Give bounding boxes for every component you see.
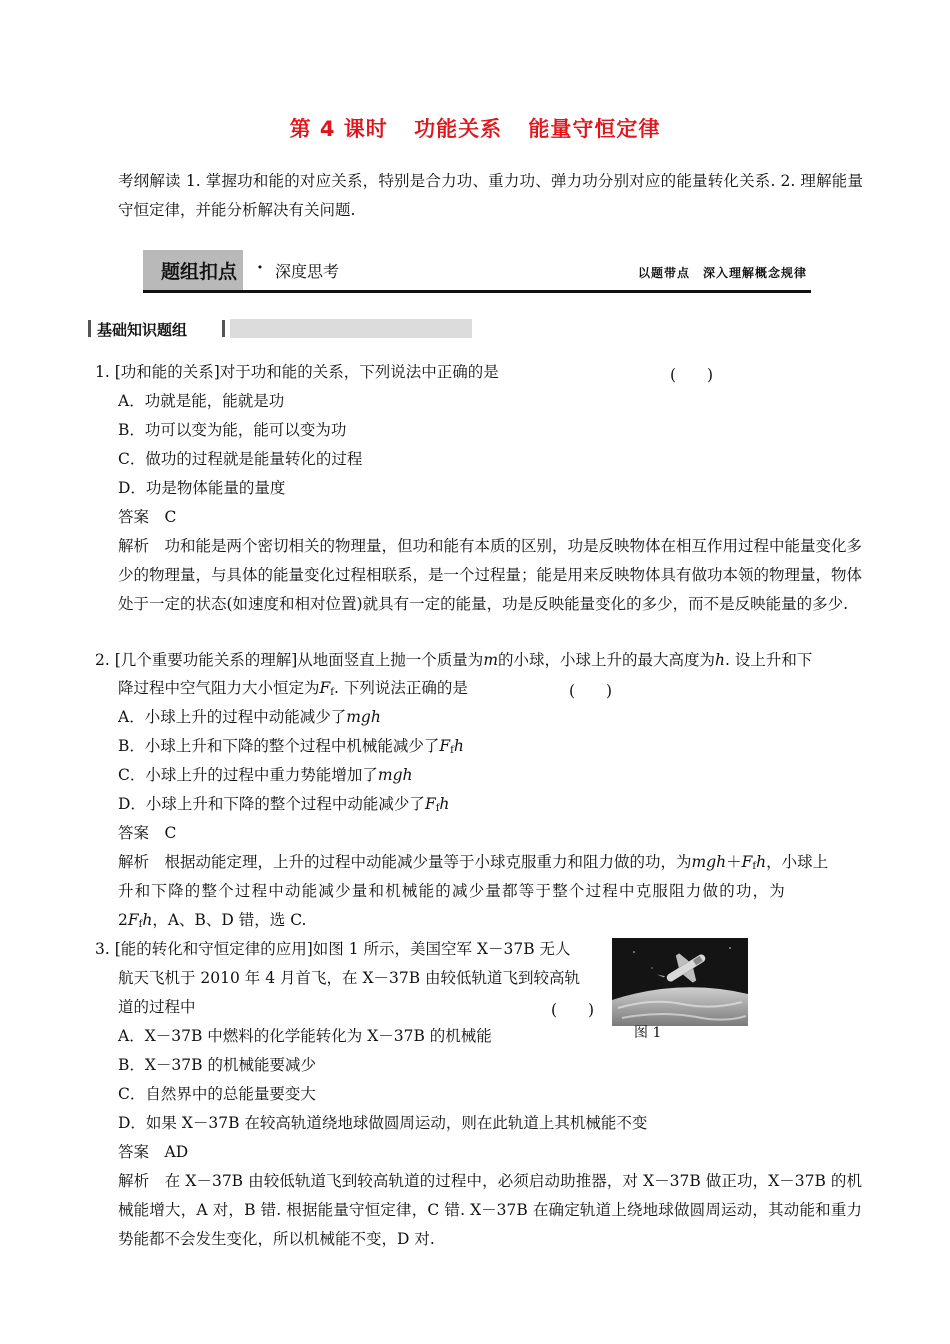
q3-option-c: C．自然界中的总能量要变大 <box>118 1085 316 1103</box>
q2-option-d-h: h <box>439 795 450 813</box>
figure-caption: 图 1 <box>634 1025 662 1041</box>
q2-stem-line1 <box>95 646 812 675</box>
banner-sub-label: 深度思考 <box>275 262 340 281</box>
q2-analysis-text-a: 解析 根据动能定理，上升的过程中动能减少量等于小球克服重力和阻力做的功，为 <box>118 853 692 871</box>
q2-option-b-text: B．小球上升和下降的整个过程中机械能减少了 <box>118 737 440 755</box>
q3-answer: 答案 AD <box>118 1143 189 1161</box>
q1-answer-blank: ( ) <box>670 366 714 384</box>
q3-option-d: D．如果 X－37B 在较高轨道绕地球做圆周运动，则在此轨道上其机械能不变 <box>118 1114 648 1132</box>
q2-option-a-text: A．小球上升的过程中动能减少了 <box>118 708 347 726</box>
q3-stem-line2: 航天飞机于 2010 年 4 月首飞，在 X－37B 由较低轨道飞到较高轨 <box>118 969 581 987</box>
q2-stem-text-d: 降过程中空气阻力大小恒定为 <box>118 679 320 697</box>
q1-option-b: B．功可以变为能，能可以变为功 <box>118 421 347 439</box>
q3-stem-line3: 道的过程中 <box>118 998 196 1016</box>
q2-var-F: F <box>319 679 331 697</box>
q2-option-d-F: F <box>424 795 436 813</box>
q2-var-m: m <box>483 651 499 669</box>
q3-analysis: 解析 在 X－37B 由较低轨道飞到较高轨道的过程中，必须启动助推器，对 X－37B 做正功，X－37B 的机械能增大，A 对，B 错. 根据能量守恒定律，C 错. X－37B 在确定轨道上绕地球做圆周运动，其动能和重力势能都不会发生变化，所以机械能不变，D 对. <box>118 1172 862 1248</box>
q2-analysis-f2: f <box>138 919 143 930</box>
q2-analysis-line2: 升和下降的整个过程中动能减少量和机械能的减少量都等于整个过程中克服阻力做的功，为 <box>118 882 787 900</box>
page-title <box>0 113 950 143</box>
q2-option-b-f: f <box>450 745 454 756</box>
q2-option-b-h: h <box>453 737 464 755</box>
q1-option-a: A．功就是能，能就是功 <box>118 392 285 410</box>
figure-spaceplane <box>612 938 748 1026</box>
q2-var-f-sub: f <box>330 687 334 698</box>
q2-analysis-two: 2 <box>118 911 128 929</box>
subsection-shade <box>230 319 472 338</box>
q2-analysis-F2: F <box>127 911 139 929</box>
banner-rule <box>143 290 811 293</box>
q1-stem: 1. [功和能的关系]对于功和能的关系，下列说法中正确的是 <box>95 363 499 381</box>
q2-option-a <box>118 703 381 732</box>
q2-analysis-mgh: mgh <box>691 853 727 871</box>
q2-stem-text-b: 的小球，小球上升的最大高度为 <box>498 651 716 669</box>
q1-answer: 答案 C <box>118 508 177 526</box>
q2-stem-text-c: . 设上升和下 <box>725 651 813 669</box>
q2-option-d-f: f <box>435 803 440 814</box>
q2-var-h: h <box>715 651 726 669</box>
title-law: 能量守恒定律 <box>528 117 661 141</box>
q2-analysis-F: F <box>741 853 753 871</box>
q2-analysis-h: h <box>756 853 767 871</box>
title-topic: 功能关系 <box>414 117 503 141</box>
syllabus-intro: 考纲解读 1. 掌握功和能的对应关系，特别是合力功、重力功、弹力功分别对应的能量转化关系. 2. 理解能量守恒定律，并能分析解决有关问题. <box>118 172 863 219</box>
banner-main-label: 题组扣点 <box>161 261 238 283</box>
q3-option-a: A．X－37B 中燃料的化学能转化为 X－37B 的机械能 <box>118 1027 492 1045</box>
q2-option-c-text: C．小球上升的过程中重力势能增加了 <box>118 766 378 784</box>
q2-option-d-text: D．小球上升和下降的整个过程中动能减少了 <box>118 795 425 813</box>
subsection-bar-left <box>88 320 91 337</box>
q3-stem-line1: 3. [能的转化和守恒定律的应用]如图 1 所示，美国空军 X－37B 无人 <box>95 940 571 958</box>
q2-option-b-F: F <box>439 737 451 755</box>
q2-analysis-text-b: ，小球上 <box>766 853 829 871</box>
q2-option-c-mgh: mgh <box>377 766 413 784</box>
q2-answer: 答案 C <box>118 824 177 842</box>
q1-analysis: 解析 功和能是两个密切相关的物理量，但功和能有本质的区别，功是反映物体在相互作用过程中能量变化多少的物理量，与具体的能量变化过程相联系，是一个过程量；能是用来反映物体具有做功本领的物理量，物体处于一定的状态(如速度和相对位置)就具有一定的能量，功是反映能量变化的多少，而不是反映能量的多少. <box>118 537 863 613</box>
section-banner <box>143 250 811 294</box>
q2-analysis-h2: h <box>142 911 153 929</box>
subsection-label: 基础知识题组 <box>97 321 188 339</box>
banner-tagline: 以题带点 深入理解概念规律 <box>637 266 807 280</box>
q2-analysis-text-c: ，A、B、D 错，选 C. <box>152 911 307 929</box>
q2-option-c <box>118 761 412 790</box>
subsection-header <box>88 319 473 338</box>
q1-option-d: D．功是物体能量的量度 <box>118 479 286 497</box>
spaceplane-image <box>612 938 748 1026</box>
q2-answer-blank: ( ) <box>569 682 613 700</box>
banner-dot: · <box>257 258 263 278</box>
q1-option-c: C．做功的过程就是能量转化的过程 <box>118 450 363 468</box>
q2-stem-text-a: 2. [几个重要功能关系的理解]从地面竖直上抛一个质量为 <box>95 651 484 669</box>
q2-analysis-plus: ＋ <box>726 853 742 871</box>
q2-stem-text-e: . 下列说法正确的是 <box>333 679 468 697</box>
q3-option-b: B．X－37B 的机械能要减少 <box>118 1056 316 1074</box>
q2-analysis-f: f <box>752 861 757 872</box>
subsection-bar-right <box>222 320 225 337</box>
title-lesson: 第 4 课时 <box>289 117 388 141</box>
q2-option-a-mgh: mgh <box>346 708 381 726</box>
q3-answer-blank: ( ) <box>551 1001 595 1019</box>
